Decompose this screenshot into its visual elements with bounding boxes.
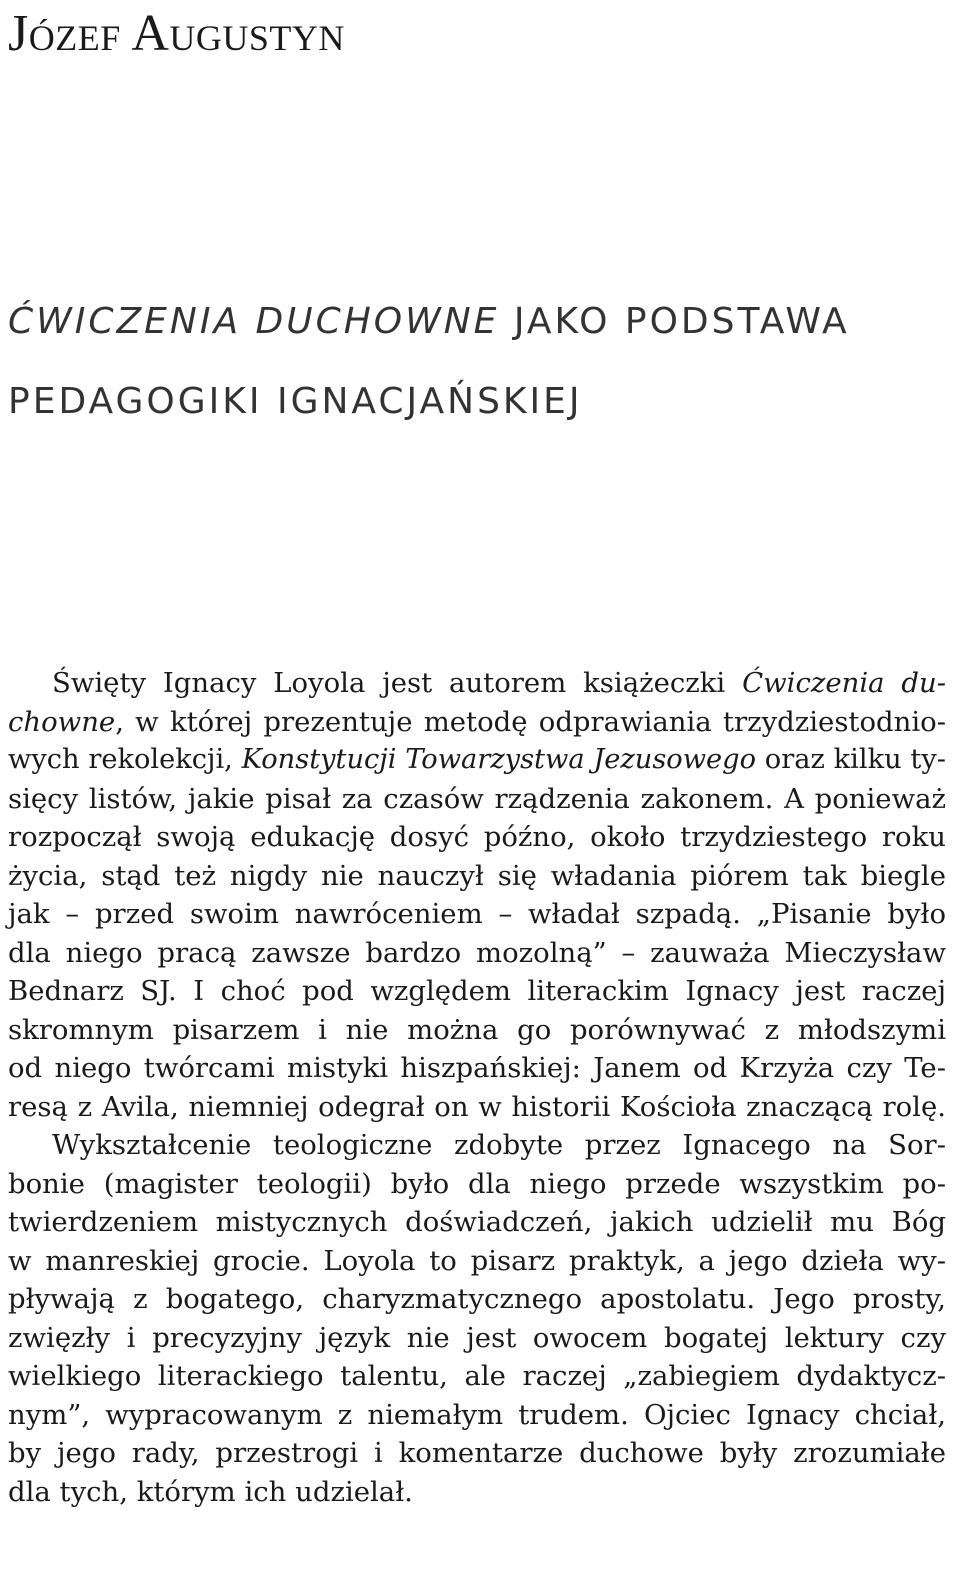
- text-line: w manreskiej grocie. Loyola to pisarz praktyk, a jego dzieła wy-: [8, 1244, 946, 1277]
- italic-book-title: chowne: [8, 705, 116, 738]
- text-line: życia, stąd też nigdy nie nauczył się władania piórem tak biegle: [8, 859, 946, 892]
- title-line-1: [8, 282, 850, 362]
- text-line: dla niego pracą zawsze bardzo mozolną” – zauważa Mieczysław: [8, 936, 946, 969]
- title-line-2: PEDAGOGIKI IGNACJAŃSKIEJ: [8, 381, 583, 422]
- italic-book-title: Ćwiczenia du-: [742, 667, 946, 699]
- text-line: rozpoczął swoją edukację dosyć późno, około trzydziestego roku: [8, 821, 946, 853]
- title-italic-part: ĆWICZENIA DUCHOWNE: [8, 301, 500, 342]
- text-line: pływają z bogatego, charyzmatycznego apostolatu. Jego prosty,: [8, 1283, 946, 1315]
- text-line: od niego twórcami mistyki hiszpańskiej: Janem od Krzyża czy Te-: [8, 1052, 946, 1084]
- text-line: Bednarz SJ. I choć pod względem literackim Ignacy jest raczej: [8, 975, 946, 1007]
- text-line: twierdzeniem mistycznych doświadczeń, jakich udzielił mu Bóg: [8, 1206, 946, 1238]
- text-run: wych rekolekcji,: [8, 744, 242, 775]
- text-line: by jego rady, przestrogi i komentarze duchowe były zrozumiałe: [8, 1437, 946, 1469]
- text-line: nym”, wypracowanym z niemałym trudem. Ojciec Ignacy chciał,: [8, 1398, 946, 1431]
- chapter-title: [8, 282, 850, 442]
- text-line: [8, 664, 946, 703]
- text-line: wielkiego literackiego talentu, ale raczej „zabiegiem dydaktycz-: [8, 1360, 946, 1392]
- italic-book-title: Konstytucji Towarzystwa Jezusowego: [241, 744, 757, 775]
- body-paragraph: [8, 664, 946, 1511]
- text-line: Wykształcenie teologiczne zdobyte przez Ignacego na Sor-: [52, 1129, 946, 1161]
- text-run: Święty Ignacy Loyola jest autorem książeczki: [52, 667, 743, 699]
- text-run: , w której prezentuje metodę odprawiania trzydziestodnio-: [115, 705, 946, 738]
- text-line: [8, 703, 946, 742]
- author-name: Józef Augustyn: [8, 5, 345, 62]
- text-line: jak – przed swoim nawróceniem – władał szpadą. „Pisanie było: [8, 898, 946, 930]
- text-line: dla tych, którym ich udzielał.: [8, 1475, 413, 1508]
- text-line: [8, 741, 946, 780]
- text-line: skromnym pisarzem i nie można go porównywać z młodszymi: [8, 1013, 946, 1046]
- text-line: resą z Avila, niemniej odegrał on w historii Kościoła znaczącą rolę.: [8, 1090, 946, 1123]
- text-run: oraz kilku ty-: [756, 744, 946, 775]
- text-line: zwięzły i precyzyjny język nie jest owocem bogatej lektury czy: [8, 1321, 946, 1354]
- text-line: sięcy listów, jakie pisał za czasów rządzenia zakonem. A ponieważ: [8, 782, 946, 815]
- text-line: bonie (magister teologii) było dla niego przede wszystkim po-: [8, 1167, 946, 1200]
- title-regular-part: JAKO PODSTAWA: [499, 301, 850, 342]
